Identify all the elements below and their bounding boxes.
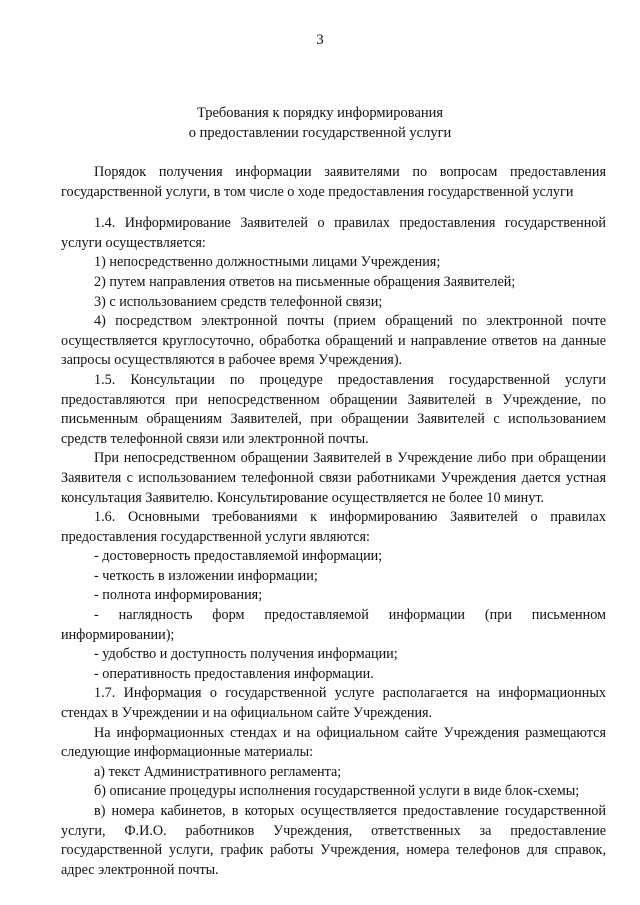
list-item: в) номера кабинетов, в которых осуществляется предоставление государственной услуги, Ф.И.О. работников Учреждения, ответственных за предоставление государственной услуги, график работы Учреждения, номера телефонов для справок, адрес электронной почты. (61, 803, 606, 878)
section-title-line-2: о предоставлении государственной услуги (188, 125, 452, 141)
section-title-line-1: Требования к порядку информирования (196, 105, 444, 121)
page-number: 3 (316, 32, 324, 48)
list-item: - четкость в изложении информации; (94, 567, 318, 584)
list-item: 4) посредством электронной почты (прием обращений по электронной почте осуществляется круглосуточно, обработка обращений и направление ответов на данные запросы осуществляются в рабочее время Учреждения). (61, 313, 606, 369)
list-item: 3) с использованием средств телефонной связи; (94, 293, 383, 310)
paragraph-1-5-continued: При непосредственном обращении Заявителей в Учреждение либо при обращении Заявителя с использованием телефонной связи работниками Учреждения дается устная консультация Заявителю. Консультирование осуществляется не более 10 минут. (61, 450, 606, 506)
section-title (0, 103, 640, 143)
list-item: - наглядность форм предоставляемой информации (при письменном информировании); (61, 607, 606, 643)
paragraph-1-7: 1.7. Информация о государственной услуге располагается на информационных стендах в Учреждении и на официальном сайте Учреждения. (61, 685, 606, 722)
paragraph-1-7-continued: На информационных стендах и на официальном сайте Учреждения размещаются следующие информационные материалы: (61, 724, 606, 761)
list-item: - удобство и доступность получения информации; (94, 646, 398, 663)
list-item: б) описание процедуры исполнения государственной услуги в виде блок-схемы; (94, 783, 580, 800)
list-item: 1) непосредственно должностными лицами Учреждения; (94, 254, 441, 271)
paragraph-1-5: 1.5. Консультации по процедуре предоставления государственной услуги предоставляются при непосредственном обращении Заявителей в Учреждение, по письменным обращениям Заявителей, при обращении Заявителей с использованием средств телефонной связи или электронной почты. (61, 371, 606, 447)
list-item: 2) путем направления ответов на письменные обращения Заявителей; (94, 273, 516, 290)
subheading: Порядок получения информации заявителями по вопросам предоставления государственной услуги, в том числе о ходе предоставления государственной услуги (61, 164, 606, 200)
list-item: - оперативность предоставления информации. (94, 665, 374, 682)
paragraph-1-4: 1.4. Информирование Заявителей о правилах предоставления государственной услуги осуществляется: (61, 215, 606, 251)
paragraph-1-6: 1.6. Основными требованиями к информированию Заявителей о правилах предоставления государственной услуги являются: (61, 509, 606, 545)
list-item: - достоверность предоставляемой информации; (94, 548, 383, 565)
document-body (61, 163, 606, 880)
list-item: а) текст Административного регламента; (94, 763, 342, 780)
list-item: - полнота информирования; (94, 587, 263, 604)
